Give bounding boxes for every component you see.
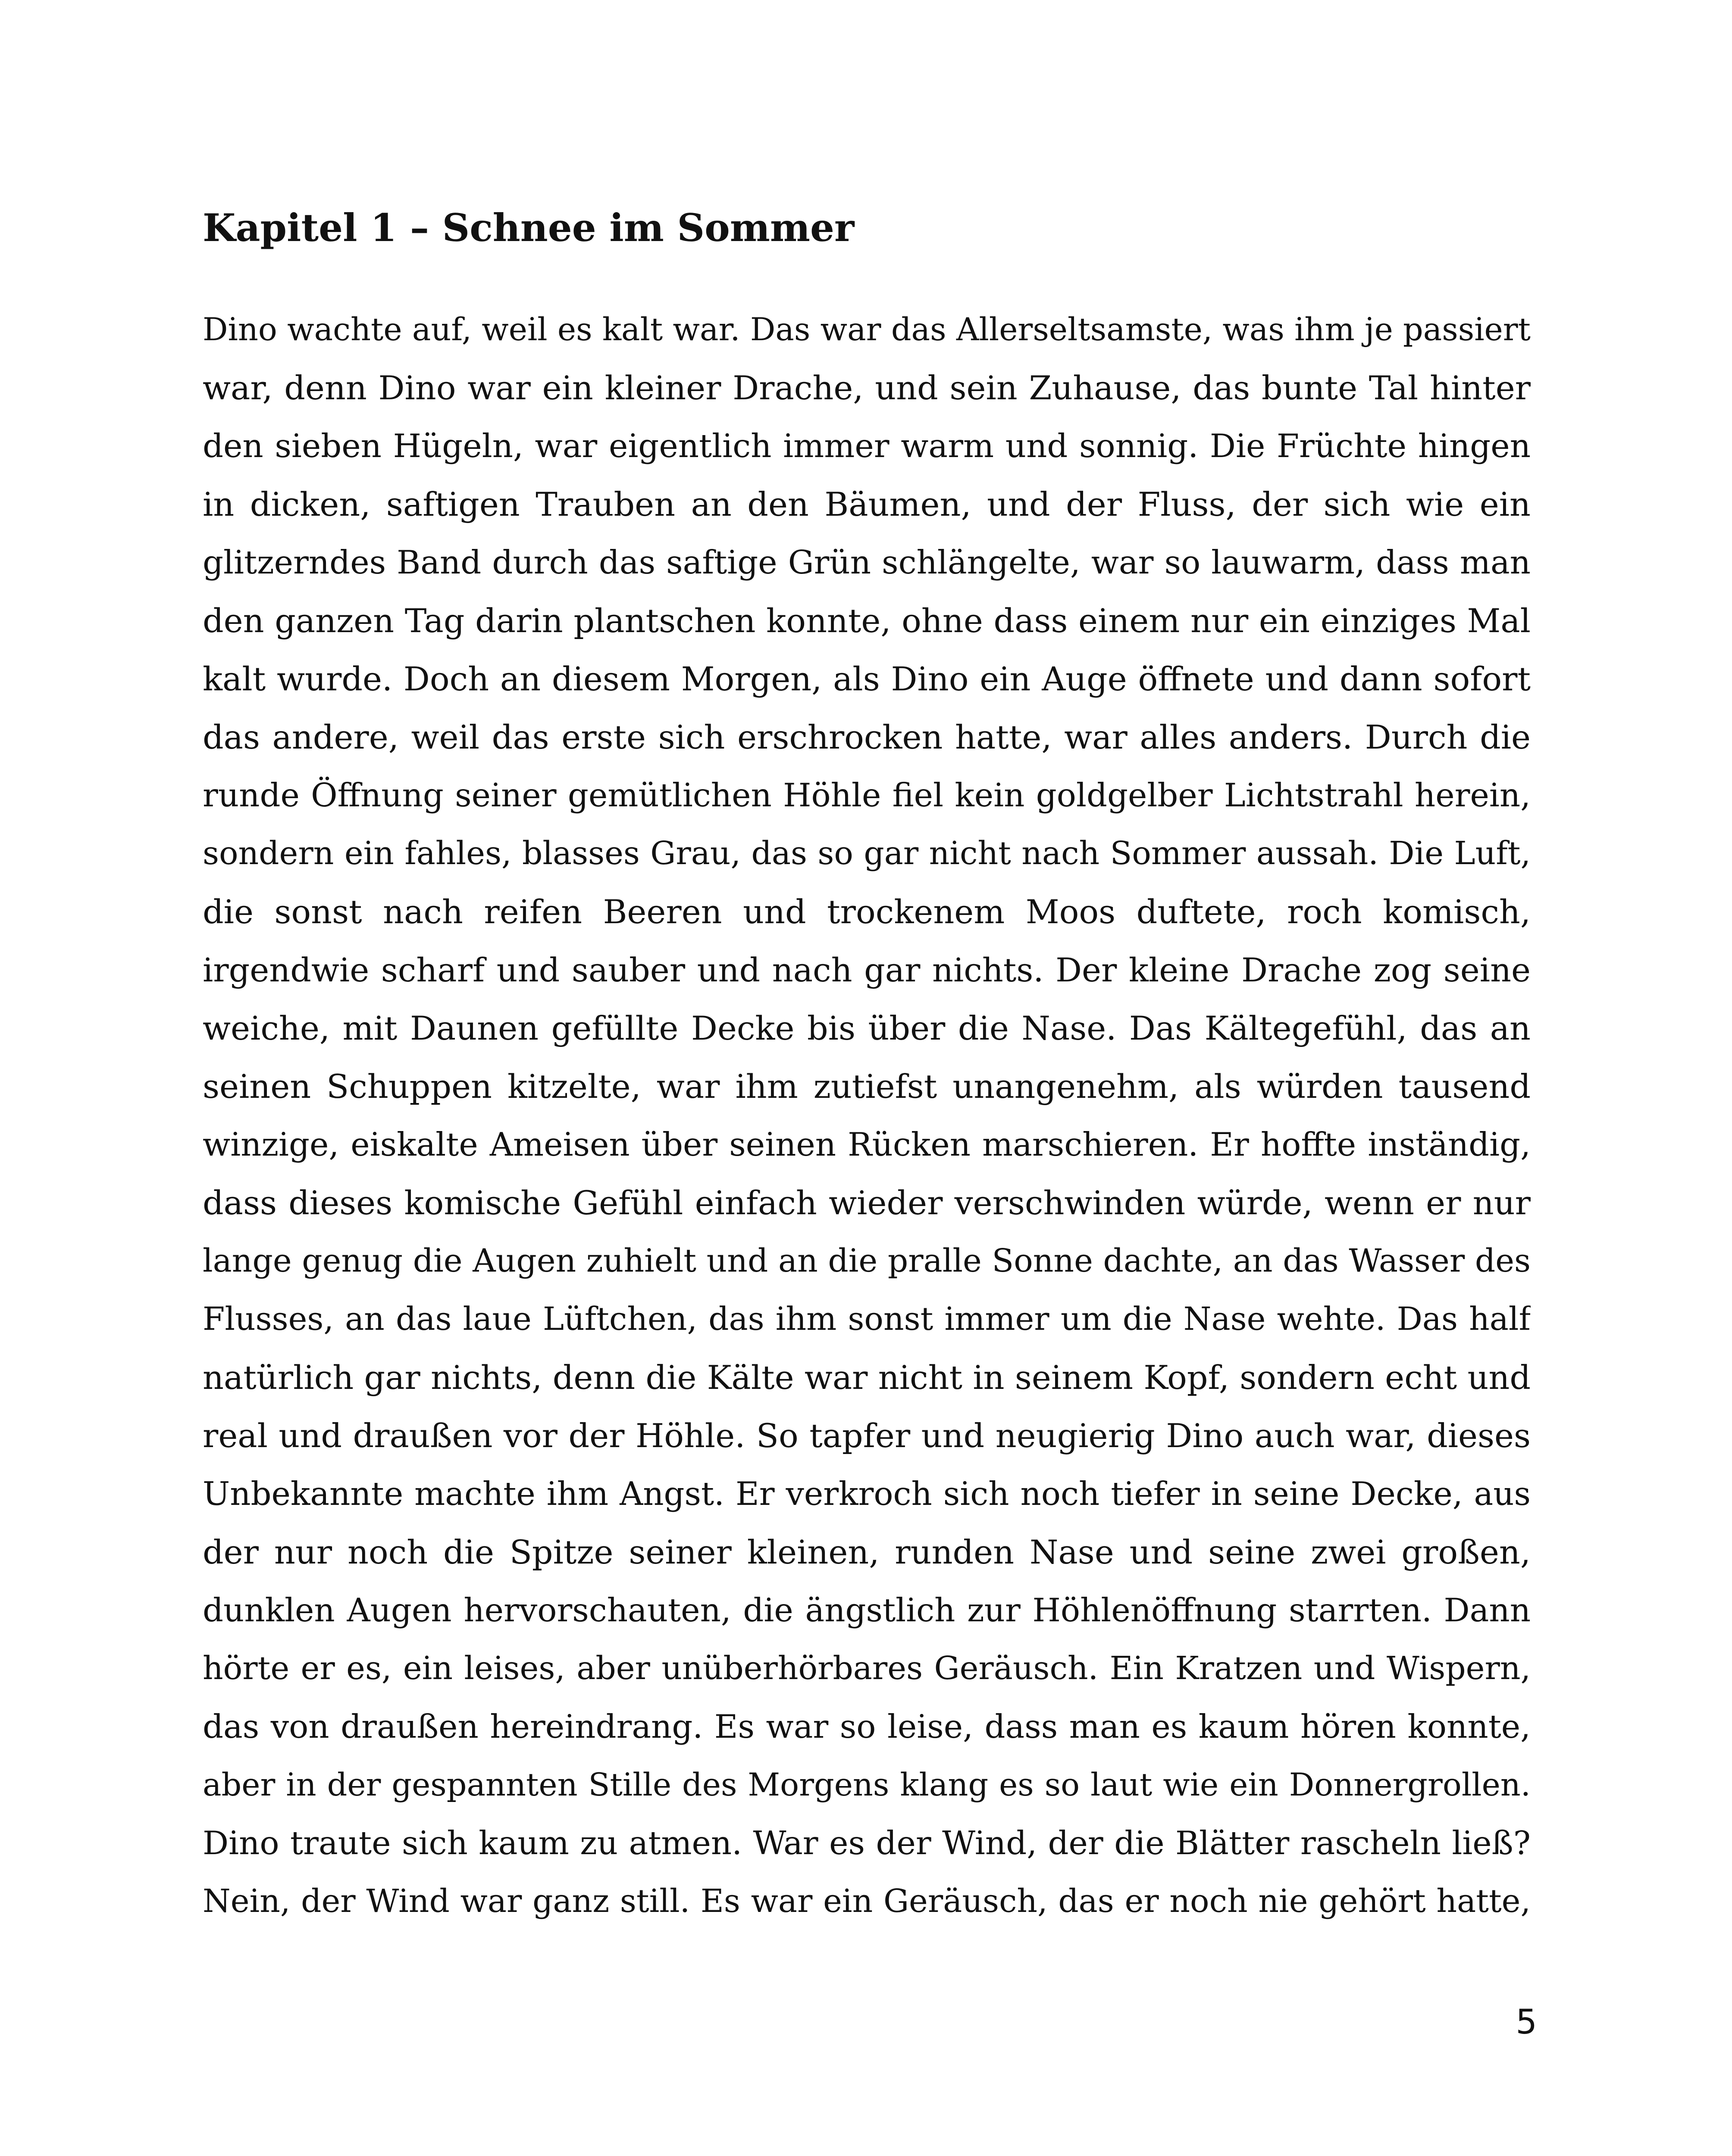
text-line: das andere, weil das erste sich erschrocken hatte, war alles anders. Durch die xyxy=(203,718,1531,756)
text-line: natürlich gar nichts, denn die Kälte war nicht in seinem Kopf, sondern echt und xyxy=(203,1358,1531,1397)
text-line: der nur noch die Spitze seiner kleinen, runden Nase und seine zwei großen, xyxy=(203,1533,1531,1571)
text-line: glitzerndes Band durch das saftige Grün schlängelte, war so lauwarm, dass man xyxy=(203,543,1531,581)
text-line: lange genug die Augen zuhielt und an die pralle Sonne dachte, an das Wasser des xyxy=(203,1242,1531,1279)
text-line: dass dieses komische Gefühl einfach wieder verschwinden würde, wenn er nur xyxy=(203,1184,1531,1222)
text-line: den ganzen Tag darin plantschen konnte, ohne dass einem nur ein einziges Mal xyxy=(203,602,1531,640)
text-line: irgendwie scharf und sauber und nach gar nichts. Der kleine Drache zog seine xyxy=(203,951,1531,989)
text-line: war, denn Dino war ein kleiner Drache, und sein Zuhause, das bunte Tal hinter xyxy=(203,369,1531,407)
text-line: den sieben Hügeln, war eigentlich immer warm und sonnig. Die Früchte hingen xyxy=(203,427,1531,465)
text-line: seinen Schuppen kitzelte, war ihm zutiefst unangenehm, als würden tausend xyxy=(203,1067,1531,1106)
text-line: Dino wachte auf, weil es kalt war. Das war das Allerseltsamste, was ihm je passiert xyxy=(203,311,1531,348)
text-line: aber in der gespannten Stille des Morgens klang es so laut wie ein Donnergrollen. xyxy=(203,1767,1531,1803)
page-number: 5 xyxy=(1516,2003,1537,2042)
text-line: die sonst nach reifen Beeren und trockenem Moos duftete, roch komisch, xyxy=(203,893,1531,931)
text-line: hörte er es, ein leises, aber unüberhörbares Geräusch. Ein Kratzen und Wispern, xyxy=(203,1650,1531,1687)
text-line: Dino traute sich kaum zu atmen. War es der Wind, der die Blätter rascheln ließ? xyxy=(203,1824,1531,1862)
text-line: dunklen Augen hervorschauten, die ängstlich zur Höhlenöffnung starrten. Dann xyxy=(203,1591,1531,1629)
text-line: weiche, mit Daunen gefüllte Decke bis über die Nase. Das Kältegefühl, das an xyxy=(203,1009,1531,1047)
chapter-title: Kapitel 1 – Schnee im Sommer xyxy=(203,205,855,250)
text-line: kalt wurde. Doch an diesem Morgen, als Dino ein Auge öffnete und dann sofort xyxy=(203,660,1531,698)
text-line: in dicken, saftigen Trauben an den Bäumen, und der Fluss, der sich wie ein xyxy=(203,485,1531,523)
text-line: winzige, eiskalte Ameisen über seinen Rücken marschieren. Er hoffte inständig, xyxy=(203,1125,1531,1163)
text-line: real und draußen vor der Höhle. So tapfer und neugierig Dino auch war, dieses xyxy=(203,1416,1531,1455)
body-text xyxy=(203,301,1531,1930)
text-line: Flusses, an das laue Lüftchen, das ihm sonst immer um die Nase wehte. Das half xyxy=(203,1300,1531,1338)
text-line: runde Öffnung seiner gemütlichen Höhle fiel kein goldgelber Lichtstrahl herein, xyxy=(203,776,1531,814)
text-line: Nein, der Wind war ganz still. Es war ein Geräusch, das er noch nie gehört hatte, xyxy=(203,1883,1531,1920)
text-line: Unbekannte machte ihm Angst. Er verkroch sich noch tiefer in seine Decke, aus xyxy=(203,1475,1531,1513)
text-line: das von draußen hereindrang. Es war so leise, dass man es kaum hören konnte, xyxy=(203,1708,1531,1745)
text-line: sondern ein fahles, blasses Grau, das so gar nicht nach Sommer aussah. Die Luft, xyxy=(203,835,1531,872)
